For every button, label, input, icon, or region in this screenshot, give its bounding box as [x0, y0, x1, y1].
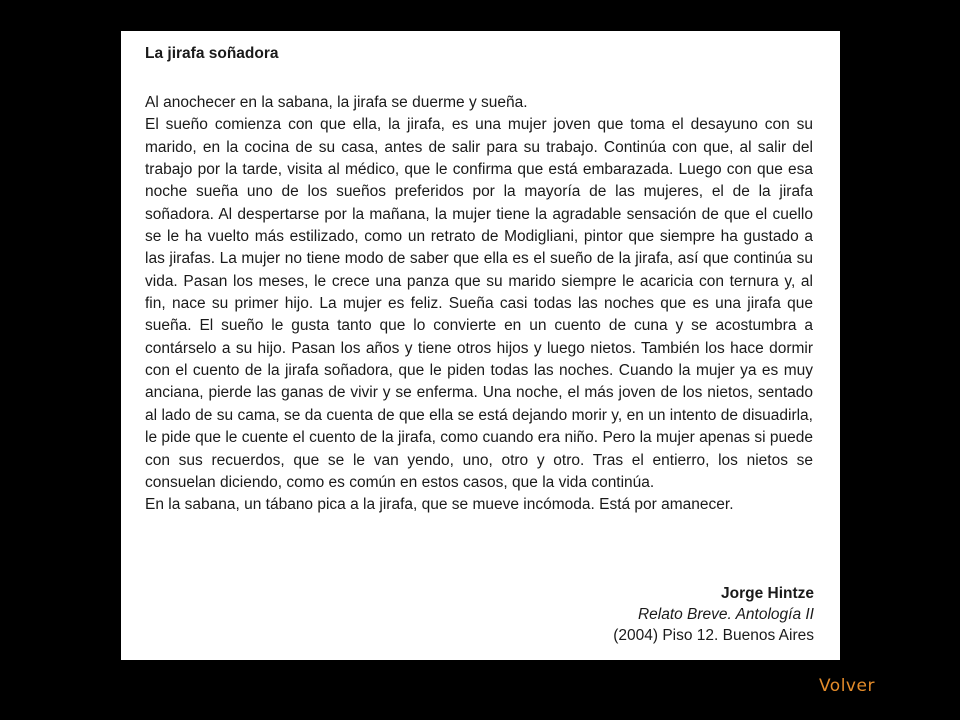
book-title: Relato Breve. Antología II [637, 606, 814, 623]
story-body [145, 92, 813, 517]
back-link[interactable]: Volver [819, 676, 875, 696]
story-credits [613, 583, 814, 646]
story-title: La jirafa soñadora [145, 45, 279, 62]
document-page [121, 31, 840, 660]
story-paragraph-opening: Al anochecer en la sabana, la jirafa se duerme y sueña. [145, 94, 528, 111]
story-paragraph-main: El sueño comienza con que ella, la jirafa, es una mujer joven que toma el desayuno con su marido, en la cocina de su casa, antes de salir para su trabajo. Continúa con que, al salir del trabajo por la tarde, visita al médico, que le confirma que está embarazada. Luego con que esa noche sueña uno de los sueños preferidos por la mayoría de las mujeres, el de la jirafa soñadora. Al despertarse por la mañana, la mujer tiene la agradable sensación de que el cuello se le ha vuelto más estilizado, como un retrato de Modigliani, pintor que siempre ha gustado a las jirafas. La mujer no tiene modo de saber que ella es el sueño de la jirafa, así que continúa su vida. Pasan los meses, le crece una panza que su marido siempre le acaricia con ternura y, al fin, nace su primer hijo. La mujer es feliz. Sueña casi todas las noches que es una jirafa que sueña. El sueño le gusta tanto que lo convierte en un cuento de cuna y se acostumbra a contárselo a su hijo. Pasan los años y tiene otros hijos y luego nietos. También los hace dormir con el cuento de la jirafa soñadora, que le piden todas las noches. Cuando la mujer ya es muy anciana, pierde las ganas de vivir y se enferma. Una noche, el más joven de los nietos, sentado al lado de su cama, se da cuenta de que ella se está dejando morir y, en un intento de disuadirla, le pide que le cuente el cuento de la jirafa, como cuando era niño. Pero la mujer apenas si puede con sus recuerdos, que se le van yendo, uno, otro y otro. Tras el entierro, los nietos se consuelan diciendo, como es común en estos casos, que la vida continúa. [145, 116, 813, 491]
author-name: Jorge Hintze [720, 585, 814, 602]
publication-info: (2004) Piso 12. Buenos Aires [613, 627, 814, 644]
story-paragraph-closing: En la sabana, un tábano pica a la jirafa, que se mueve incómoda. Está por amanecer. [145, 496, 734, 514]
